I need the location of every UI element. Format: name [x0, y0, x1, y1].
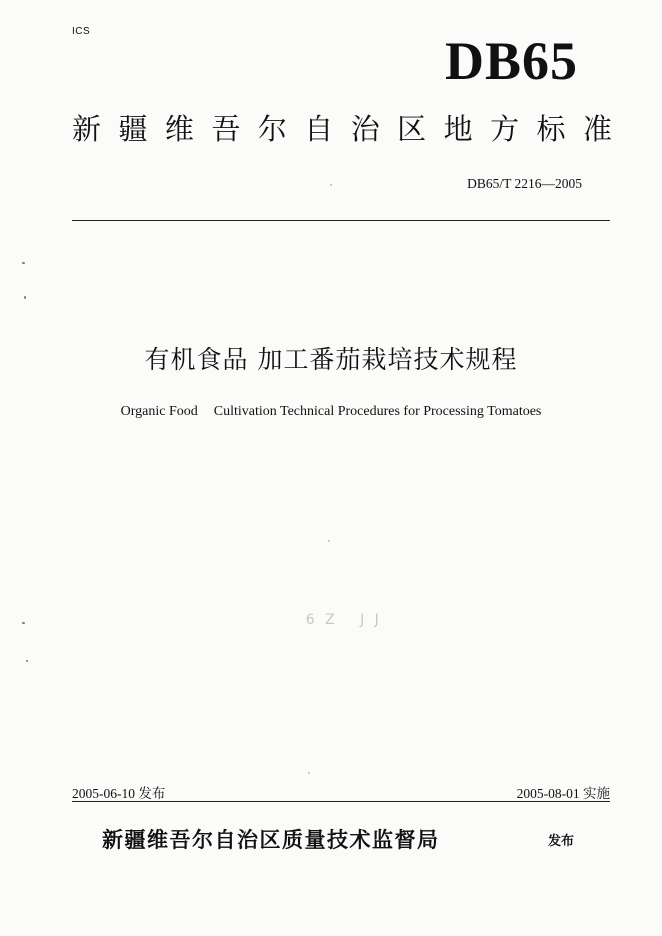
standard-type-char: 尔 [257, 112, 287, 146]
standard-type-char: 治 [350, 112, 380, 146]
issuing-label: 发布 [548, 834, 575, 849]
issuing-authority: 新疆维吾尔自治区质量技术监督局 [102, 827, 440, 852]
standard-type-char: 吾 [211, 112, 241, 146]
standard-number: DB65/T 2216—2005 [467, 176, 582, 191]
standard-type-char: 新 [72, 112, 102, 146]
standard-type-char: 疆 [118, 112, 148, 146]
document-title-chinese: 有机食品 加工番茄栽培技术规程 [144, 345, 518, 374]
scan-speck [328, 540, 330, 542]
top-divider [72, 220, 610, 221]
standard-type-heading [72, 112, 612, 147]
standard-type-char: 方 [490, 112, 520, 146]
title-en-part2: Cultivation Technical Procedures for Processing Tomatoes [213, 404, 542, 419]
scan-speck [24, 296, 26, 299]
standard-type-char: 标 [536, 112, 566, 146]
issue-date: 2005-06-10 发布 [72, 786, 166, 801]
standard-type-char: 区 [397, 112, 427, 146]
ics-label: ICS [72, 26, 91, 37]
scan-speck [330, 184, 332, 186]
faint-scan-mark: 6 Z J J [300, 612, 382, 628]
db65-logo: DB65 [444, 31, 578, 91]
scan-speck [22, 622, 25, 624]
document-title-english [0, 404, 662, 420]
standard-type-char: 自 [304, 112, 334, 146]
scan-speck [26, 660, 28, 662]
scan-speck [308, 772, 310, 774]
title-en-part1: Organic Food [120, 404, 198, 419]
standard-type-char: 地 [443, 112, 473, 146]
standard-type-char: 准 [582, 112, 612, 146]
implementation-date: 2005-08-01 实施 [516, 786, 610, 801]
standard-type-char: 维 [164, 112, 194, 146]
scan-speck [22, 262, 25, 264]
bottom-divider [72, 801, 610, 802]
